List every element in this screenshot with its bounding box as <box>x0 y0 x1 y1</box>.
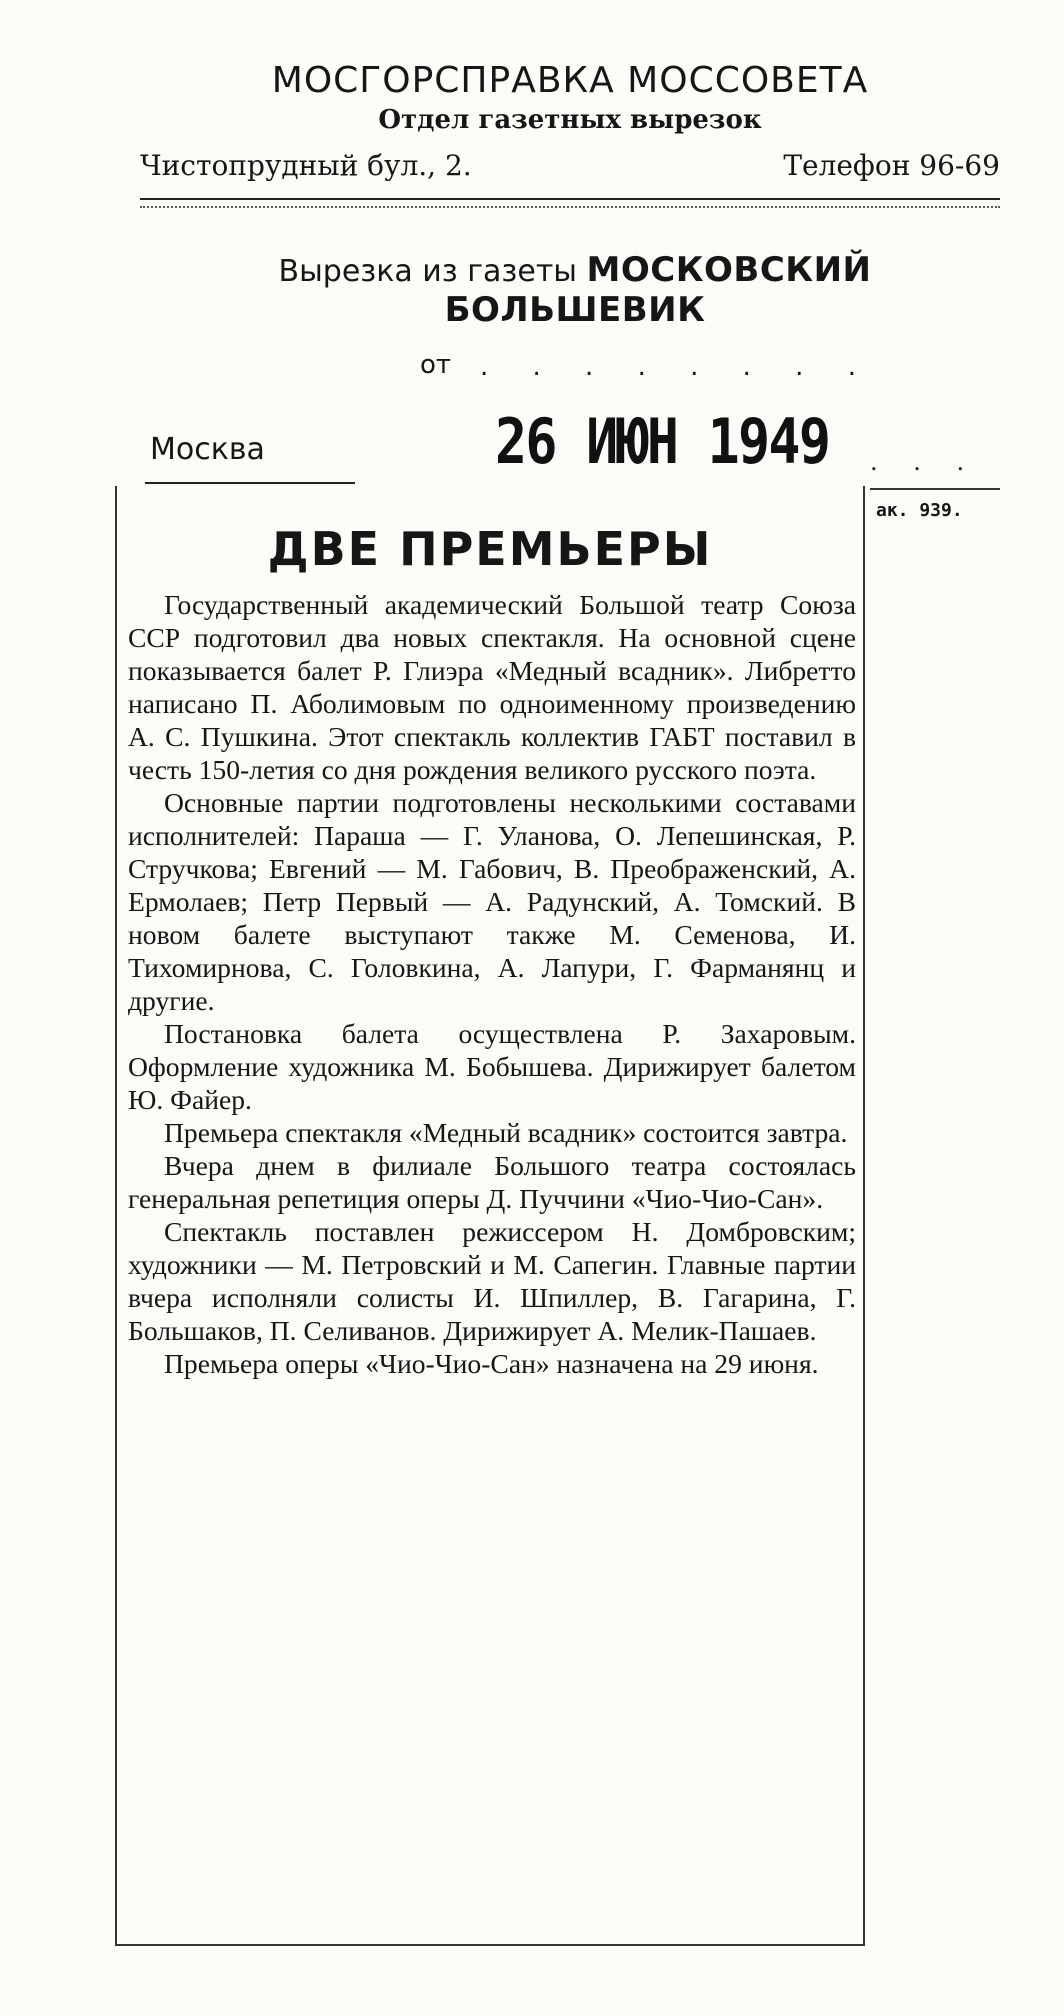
article-paragraph: Спектакль поставлен режиссером Н. Домбровским; художники — М. Петровский и М. Сапегин. Главные партии вчера исполняли солисты И. Шпиллер, В. Гагарина, Г. Большаков, П. Селиванов. Дирижирует А. Мелик-Пашаев. <box>128 1216 856 1346</box>
trailing-dots: . . . <box>870 448 979 476</box>
phone: Телефон 96-69 <box>783 149 1000 182</box>
cutting-source <box>145 250 1005 330</box>
city-label: Москва <box>150 432 265 467</box>
article-body <box>128 588 856 1380</box>
from-label: от <box>420 350 452 380</box>
article-paragraph: Постановка балета осуществлена Р. Захаровым. Оформление художника М. Бобышева. Дирижирует балетом Ю. Файер. <box>128 1018 856 1115</box>
bureau-header <box>140 60 1000 208</box>
header-dotted-rule <box>140 206 1000 208</box>
article-paragraph: Премьера спектакля «Медный всадник» состоится завтра. <box>164 1117 848 1148</box>
article-headline: ДВЕ ПРЕМЬЕРЫ <box>267 522 713 576</box>
from-dots: . . . . . . . . <box>480 352 874 382</box>
clipping-top-rule <box>870 488 1000 490</box>
date-stamp: 26 ИЮН 1949 <box>495 405 830 478</box>
article-paragraph: Вчера днем в филиале Большого театра состоялась генеральная репетиция оперы Д. Пуччини «Чио-Чио-Сан». <box>128 1150 856 1214</box>
article-paragraph: Основные партии подготовлены несколькими составами исполнителей: Параша — Г. Уланова, О. Лепешинская, Р. Стручкова; Евгений — М. Габович, В. Преображенский, А. Ермолаев; Петр Первый — А. Радунский, А. Томский. В новом балете выступают также М. Семенова, И. Тихомирнова, С. Головкина, А. Лапури, Г. Фарманянц и другие. <box>128 787 856 1016</box>
address-row <box>140 149 1000 182</box>
article-paragraph: Государственный академический Большой театр Союза ССР подготовил два новых спектакля. На основной сцене показывается балет Р. Глиэра «Медный всадник». Либретто написано П. Аболимовым по одноименному произведению А. С. Пушкина. Этот спектакль коллектив ГАБТ поставил в честь 150-летия со дня рождения великого русского поэта. <box>128 589 856 785</box>
department-name: Отдел газетных вырезок <box>378 105 762 135</box>
organization-name: МОСГОРСПРАВКА МОССОВЕТА <box>271 60 869 101</box>
header-rule <box>140 198 1000 200</box>
newspaper-name: МОСКОВСКИЙ БОЛЬШЕВИК <box>444 250 872 330</box>
city-underline <box>145 482 355 484</box>
order-number: ак. 939. <box>876 500 963 521</box>
article-paragraph: Премьера оперы «Чио-Чио-Сан» назначена на 29 июня. <box>164 1348 819 1379</box>
cutting-prefix: Вырезка из газеты <box>278 254 577 289</box>
address: Чистопрудный бул., 2. <box>140 149 472 182</box>
